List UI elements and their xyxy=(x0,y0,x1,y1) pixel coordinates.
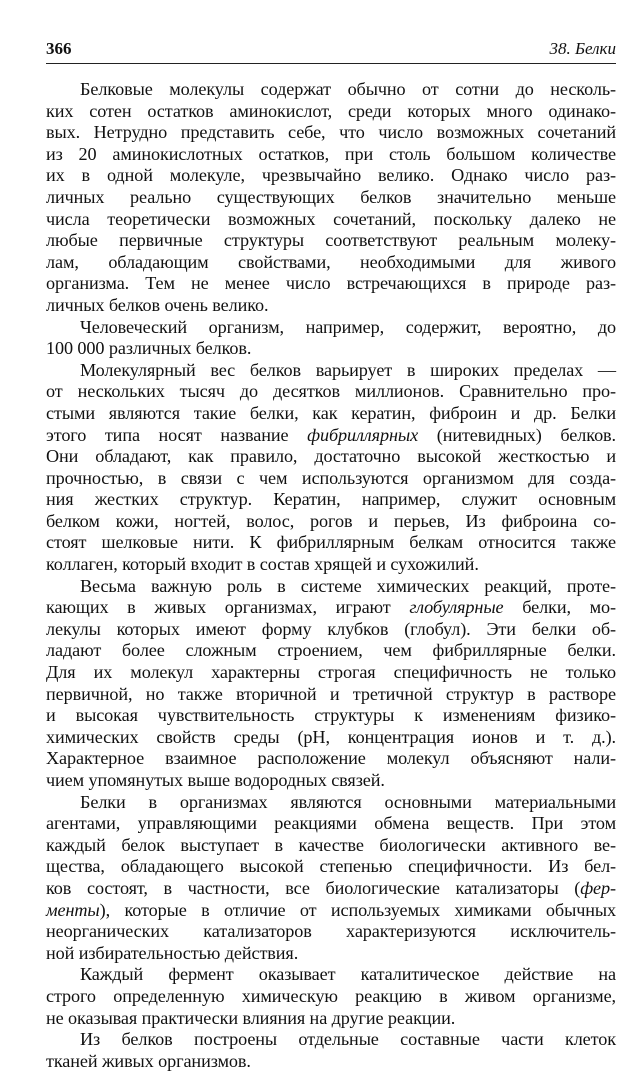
text-line xyxy=(46,381,616,403)
text-line xyxy=(46,489,616,511)
text-segment: кающих в живых организмах, играют xyxy=(46,597,410,618)
text-segment: Каждый фермент оказывает каталитическое действие на xyxy=(80,964,616,985)
text-line xyxy=(46,554,616,576)
text-segment: первичной, но также вторичной и третичной структур в растворе xyxy=(46,683,616,704)
text-line xyxy=(46,1008,616,1030)
text-segment: тканей живых организмов. xyxy=(46,1050,251,1071)
text-segment: Характерное взаимное расположение молекул объясняют нали- xyxy=(46,748,616,769)
text-line xyxy=(46,921,616,943)
text-line xyxy=(46,856,616,878)
text-line xyxy=(46,792,616,814)
text-segment: ния жестких структур. Кератин, например, служит основным xyxy=(46,489,616,510)
text-line xyxy=(46,446,616,468)
text-line xyxy=(46,511,616,533)
text-line xyxy=(46,273,616,295)
text-line xyxy=(46,727,616,749)
text-segment: агентами, управляющими реакциями обмена веществ. При этом xyxy=(46,813,616,834)
text-segment: прочностью, в связи с чем используются организмом для созда- xyxy=(46,467,616,488)
paragraph xyxy=(46,360,616,576)
paragraph xyxy=(46,792,616,965)
paragraph xyxy=(46,1029,616,1072)
text-line xyxy=(46,878,616,900)
running-title: 38. Белки xyxy=(549,39,616,58)
text-line xyxy=(46,338,616,360)
text-line xyxy=(46,144,616,166)
text-segment: ладают более сложным строением, чем фибриллярные белки. xyxy=(46,640,616,661)
text-line xyxy=(46,295,616,317)
body-text xyxy=(46,79,616,1072)
text-segment: химических свойств среды (pH, концентрация ионов и т. д.). xyxy=(46,726,616,747)
text-line xyxy=(46,317,616,339)
text-segment: ков состоят, в частности, все биологические катализаторы ( xyxy=(46,877,581,898)
text-line xyxy=(46,187,616,209)
paragraph xyxy=(46,964,616,1029)
text-segment: Белковые молекулы содержат обычно от сотни до несколь- xyxy=(80,79,616,99)
text-line xyxy=(46,705,616,727)
text-segment: и высокая чувствительность структуры к изменениям физико- xyxy=(46,705,616,726)
text-line xyxy=(46,576,616,598)
text-segment: лам, обладающим свойствами, необходимыми для живого xyxy=(46,251,616,272)
text-segment: белком кожи, ногтей, волос, рогов и перьев, Из фиброина со- xyxy=(46,510,616,531)
text-line xyxy=(46,1051,616,1072)
text-segment: личных белков очень велико. xyxy=(46,294,269,315)
text-line xyxy=(46,770,616,792)
text-segment: Весьма важную роль в системе химических реакций, проте- xyxy=(80,575,616,596)
text-segment: лекулы которых имеют форму клубков (глобул). Эти белки об- xyxy=(46,618,616,639)
text-line xyxy=(46,943,616,965)
text-line xyxy=(46,252,616,274)
text-segment: стыми являются такие белки, как кератин, фиброин и др. Белки xyxy=(46,402,616,423)
text-segment: любые первичные структуры соответствуют реальным молеку- xyxy=(46,230,616,251)
text-segment: ной избирательностью действия. xyxy=(46,942,299,963)
text-segment: (нитевидных) белков. xyxy=(418,424,616,445)
text-segment: личных реально существующих белков значительно меньше xyxy=(46,186,616,207)
text-segment: Белки в организмах являются основными материальными xyxy=(80,791,616,812)
text-segment: Из белков построены отдельные составные части клеток xyxy=(80,1029,616,1050)
text-segment: строго определенную химическую реакцию в живом организме, xyxy=(46,985,616,1006)
text-segment: ), которые в отличие от используемых химиками обычных xyxy=(99,899,616,920)
text-line xyxy=(46,403,616,425)
text-segment: коллаген, который входит в состав хрящей и сухожилий. xyxy=(46,554,479,575)
italic-term: фибриллярных xyxy=(307,424,419,445)
paragraph xyxy=(46,317,616,360)
text-line xyxy=(46,209,616,231)
text-segment: неорганических катализаторов характеризуются исключитель- xyxy=(46,921,616,942)
text-segment: от нескольких тысяч до десятков миллионов. Сравнительно про- xyxy=(46,381,616,402)
text-segment: этого типа носят название xyxy=(46,424,308,445)
text-segment: стоят шелковые нити. К фибриллярным белкам относится также xyxy=(46,532,616,553)
text-line xyxy=(46,813,616,835)
text-segment: каждый белок выступает в качестве биологически активного ве- xyxy=(46,834,616,855)
text-line xyxy=(46,425,616,447)
text-line xyxy=(46,684,616,706)
text-segment: Молекулярный вес белков варьирует в широких пределах — xyxy=(80,359,616,380)
text-segment: белки, мо- xyxy=(503,597,616,618)
text-line xyxy=(46,597,616,619)
text-segment: ких сотен остатков аминокислот, среди которых много одинако- xyxy=(46,100,616,121)
text-segment: чием упомянутых выше водородных связей. xyxy=(46,770,385,790)
text-line xyxy=(46,964,616,986)
text-line xyxy=(46,640,616,662)
text-line xyxy=(46,619,616,641)
text-segment: 100 000 различных белков. xyxy=(46,338,252,359)
text-segment: Человеческий организм, например, содержит, вероятно, до xyxy=(80,316,616,337)
text-line xyxy=(46,835,616,857)
text-segment: Для их молекул характерны строгая специфичность не только xyxy=(46,662,616,683)
text-line xyxy=(46,662,616,684)
paragraph xyxy=(46,576,616,792)
text-segment: не оказывая практически влияния на другие реакции. xyxy=(46,1007,456,1028)
page-header xyxy=(46,39,616,64)
text-line xyxy=(46,165,616,187)
text-line xyxy=(46,230,616,252)
paragraph xyxy=(46,79,616,317)
text-line xyxy=(46,748,616,770)
text-segment: их в одной молекуле, чрезвычайно велико. Однако число раз- xyxy=(46,165,616,186)
text-line xyxy=(46,1029,616,1051)
text-line xyxy=(46,101,616,123)
text-segment: щества, обладающего высокой степенью специфичности. Из бел- xyxy=(46,856,616,877)
text-line xyxy=(46,986,616,1008)
text-segment: вых. Нетрудно представить себе, что число возможных сочетаний xyxy=(46,122,616,143)
text-segment: из 20 аминокислотных остатков, при столь большом количестве xyxy=(46,143,616,164)
text-segment: организма. Тем не менее число встречающихся в природе раз- xyxy=(46,273,616,294)
text-line xyxy=(46,360,616,382)
text-segment: числа теоретически возможных сочетаний, поскольку далеко не xyxy=(46,208,616,229)
page-number: 366 xyxy=(46,39,72,58)
italic-term: менты xyxy=(46,899,100,920)
italic-term: глобулярные xyxy=(409,597,504,618)
text-segment: Они обладают, как правило, достаточно высокой жесткостью и xyxy=(46,446,616,467)
text-line xyxy=(46,532,616,554)
text-line xyxy=(46,122,616,144)
text-line xyxy=(46,468,616,490)
text-line xyxy=(46,900,616,922)
text-line xyxy=(46,79,616,101)
italic-term: фер- xyxy=(580,877,616,898)
